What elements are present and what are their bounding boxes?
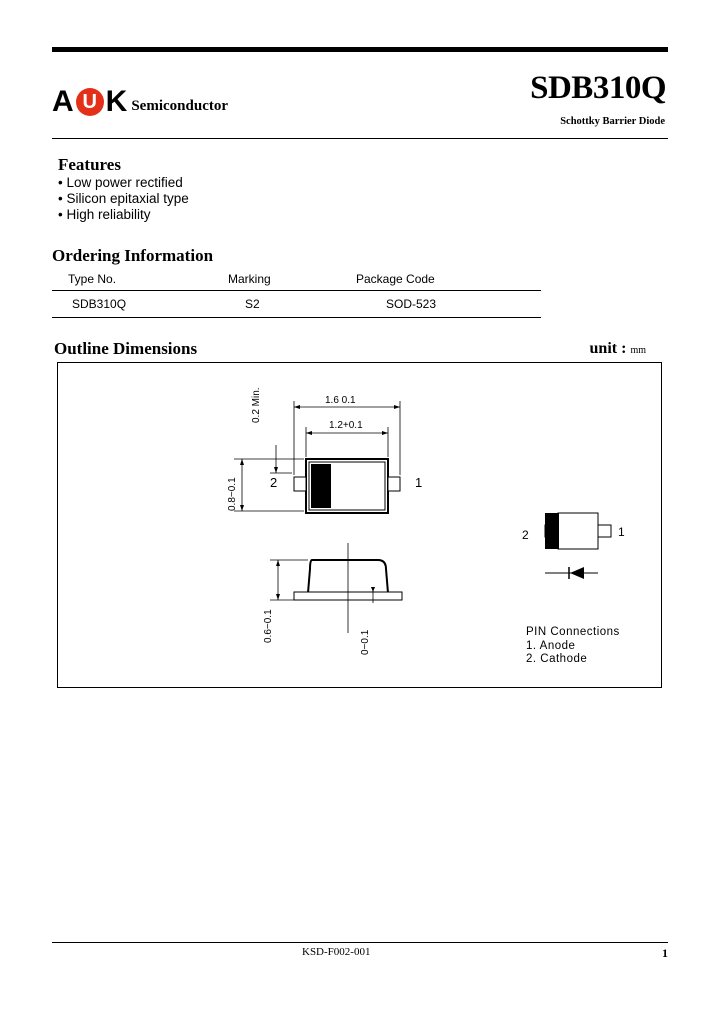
lead-right-top <box>388 477 400 491</box>
pin-connection-item: 1. Anode <box>526 640 576 652</box>
feature-item: • Low power rectified <box>58 175 183 190</box>
logo-letter-u: U <box>82 90 97 113</box>
logo-subtitle: Semiconductor <box>131 97 229 114</box>
device-subtitle: Schottky Barrier Diode <box>560 116 665 127</box>
pin-label-1-top: 1 <box>415 475 423 490</box>
dim-profile-height: 0.6−0.1 <box>263 609 274 643</box>
col-header-package: Package Code <box>356 272 435 286</box>
pin-connections-title: PIN Connections <box>526 626 620 638</box>
footer-rule <box>52 942 668 943</box>
ordering-title: Ordering Information <box>52 246 214 265</box>
logo-letter-k: K <box>105 85 128 118</box>
page-number: 1 <box>662 946 668 960</box>
company-logo <box>52 82 228 122</box>
feature-item: • Silicon epitaxial type <box>58 191 189 206</box>
diode-symbol-triangle <box>570 567 584 579</box>
lead-left-top <box>294 477 306 491</box>
table-rule-top <box>52 290 541 291</box>
dim-standoff: 0−0.1 <box>360 629 371 655</box>
lead-right-symbol <box>598 525 611 537</box>
cell-marking: S2 <box>245 297 260 311</box>
feature-item: • High reliability <box>58 207 151 222</box>
header-rule <box>52 138 668 139</box>
dim-height-body: 0.8−0.1 <box>227 477 238 511</box>
side-view <box>270 543 402 633</box>
logo-letter-a: A <box>52 85 74 118</box>
unit-value: mm <box>630 345 646 356</box>
cathode-band-symbol <box>545 513 559 549</box>
top-rule <box>52 47 668 52</box>
pin-connection-item: 2. Cathode <box>526 653 588 665</box>
dim-lead-min: 0.2 Min. <box>251 387 262 423</box>
part-number: SDB310Q <box>530 70 666 106</box>
outline-title: Outline Dimensions <box>54 339 198 358</box>
cell-type: SDB310Q <box>72 297 127 311</box>
document-code: KSD-F002-001 <box>302 946 371 958</box>
col-header-type: Type No. <box>68 272 117 286</box>
symbol-view <box>545 513 611 579</box>
col-header-marking: Marking <box>228 272 271 286</box>
cathode-band-top <box>311 464 331 508</box>
dimensions-box <box>57 362 662 688</box>
pin-label-2-top: 2 <box>270 475 278 490</box>
logo-circle-u <box>76 88 104 116</box>
features-title: Features <box>58 155 121 174</box>
unit-prefix: unit : <box>589 340 627 357</box>
dim-width-body: 1.2+0.1 <box>329 420 363 431</box>
package-body-symbol <box>558 513 598 549</box>
table-rule-bottom <box>52 317 541 318</box>
pin-label-2-symbol: 2 <box>522 528 529 542</box>
unit-label <box>590 340 646 358</box>
dim-width-total: 1.6 0.1 <box>325 395 356 406</box>
pin-label-1-symbol: 1 <box>618 525 625 539</box>
cell-package: SOD-523 <box>386 297 437 311</box>
